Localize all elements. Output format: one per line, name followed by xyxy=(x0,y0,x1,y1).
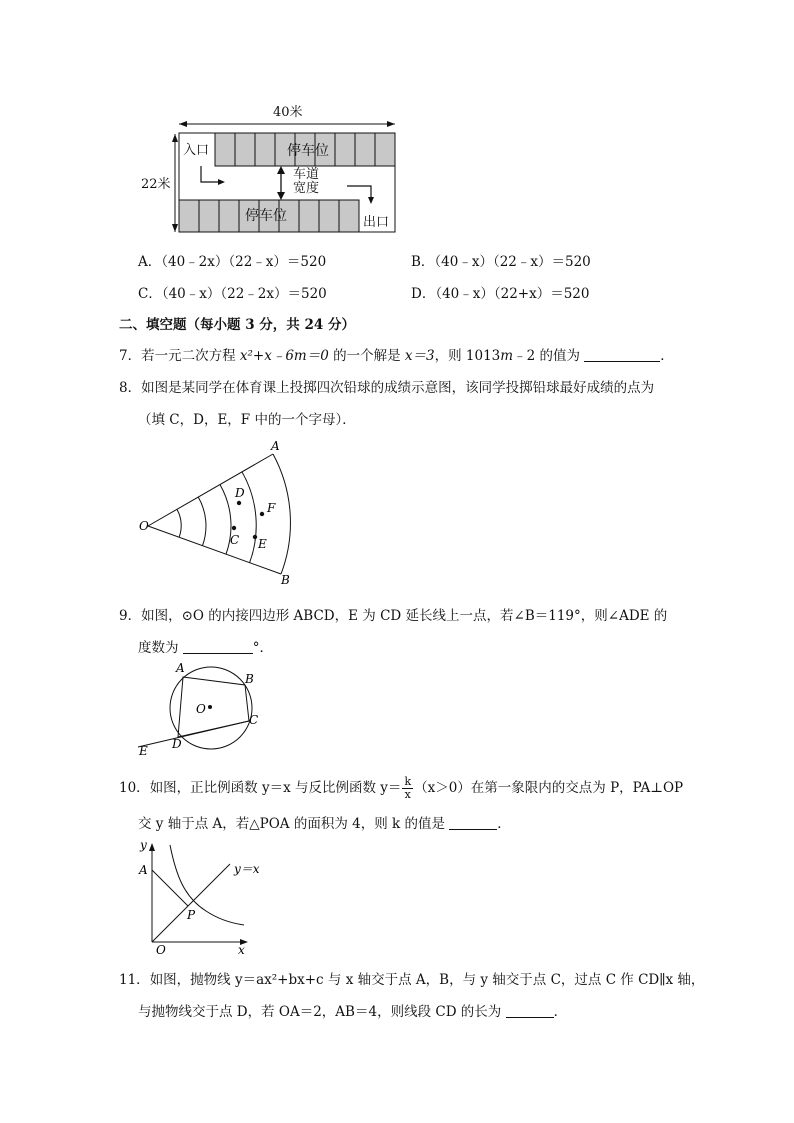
question-7 xyxy=(119,344,674,364)
q7-text: ﹣2 的值为 xyxy=(513,348,580,364)
label-d: D xyxy=(235,486,245,500)
point-c xyxy=(232,526,236,530)
label-e: E xyxy=(139,744,148,758)
question-number: 8． xyxy=(119,380,142,396)
answer-blank[interactable] xyxy=(183,639,253,654)
label-a: A xyxy=(139,863,148,877)
q11-text: 与抛物线交于点 D，若 OA＝2，AB＝4，则线段 CD 的长为 xyxy=(138,1004,502,1020)
q7-text: ，则 1013 xyxy=(434,348,501,364)
question-8-line2: （填 C，D，E，F 中的一个字母）． xyxy=(138,412,356,428)
point-f xyxy=(260,512,264,516)
height-label: 22米 xyxy=(141,177,171,192)
shotput-figure xyxy=(135,435,305,590)
question-10-line1 xyxy=(119,776,683,801)
answer-blank[interactable] xyxy=(449,815,497,830)
q7-variable: m xyxy=(500,348,514,364)
label-d: D xyxy=(172,737,182,751)
label-b: B xyxy=(281,573,290,587)
label-o: O xyxy=(139,519,149,533)
q10-text: （x＞0）在第一象限内的交点为 P，PA⊥OP xyxy=(414,780,684,796)
q10-text: 交 y 轴于点 A，若△POA 的面积为 4，则 k 的值是 xyxy=(138,816,445,832)
label-a: A xyxy=(271,439,280,453)
label-o: O xyxy=(156,943,166,955)
q10-end: ． xyxy=(497,816,511,832)
entrance-label: 入口 xyxy=(183,143,210,158)
answer-blank[interactable] xyxy=(584,347,660,362)
q7-solution: x＝3 xyxy=(404,348,435,364)
circle-figure xyxy=(130,655,280,760)
q9-end: °． xyxy=(252,640,274,656)
q7-text: 若一元二次方程 xyxy=(141,348,240,364)
answer-blank[interactable] xyxy=(506,1003,554,1018)
q8-text: 如图是某同学在体育课上投掷四次铅球的成绩示意图，该同学投掷铅球最好成绩的点为 xyxy=(141,380,655,396)
fraction-numerator: k xyxy=(404,775,412,788)
question-11-line2 xyxy=(138,1000,567,1020)
q11-text: 如图，抛物线 y＝ax²+bx+c 与 x 轴交于点 A，B，与 y 轴交于点 C，过点 C 作 CD∥x 轴， xyxy=(149,972,705,988)
parking-figure xyxy=(135,100,405,240)
q9-text: 如图，⊙O 的内接四边形 ABCD，E 为 CD 延长线上一点，若∠B＝119°，则∠ADE 的 xyxy=(141,608,668,624)
question-9-line1 xyxy=(119,604,667,624)
label-e: E xyxy=(258,537,267,551)
question-number: 10． xyxy=(119,780,150,796)
question-number: 7． xyxy=(119,348,142,364)
line-label: y＝x xyxy=(234,862,260,876)
function-graph xyxy=(132,835,272,955)
question-8-line1 xyxy=(119,376,654,396)
parking-bottom-label: 停车位 xyxy=(245,208,287,224)
width-label: 40米 xyxy=(273,105,303,120)
label-c: C xyxy=(230,533,240,547)
fraction-denominator: x xyxy=(404,788,411,801)
q10-text: 如图，正比例函数 y＝x 与反比例函数 y＝ xyxy=(149,780,402,796)
option-a: A．（40﹣2x）（22﹣x）＝520 xyxy=(138,254,327,270)
exit-label: 出口 xyxy=(363,215,390,230)
label-c: C xyxy=(249,713,259,727)
question-10-line2 xyxy=(138,812,511,832)
point-e xyxy=(253,535,257,539)
lane-width-label: 宽度 xyxy=(293,181,320,196)
q7-text: 的一个解是 xyxy=(328,348,405,364)
question-9-line2 xyxy=(138,636,273,656)
parking-top-label: 停车位 xyxy=(287,143,329,159)
q9-text: 度数为 xyxy=(138,640,179,656)
y-axis-label: y xyxy=(140,838,147,852)
point-d xyxy=(237,501,241,505)
q7-equation: x²+x﹣6m＝0 xyxy=(239,348,329,364)
label-b: B xyxy=(245,672,254,686)
q7-end: ． xyxy=(660,348,674,364)
label-f: F xyxy=(267,501,276,515)
x-axis-label: x xyxy=(238,943,245,955)
question-number: 9． xyxy=(119,608,142,624)
question-11-line1 xyxy=(119,968,704,988)
option-c: C．（40﹣x）（22﹣2x）＝520 xyxy=(138,286,327,302)
lane-label: 车道 xyxy=(293,167,320,182)
option-d: D．（40﹣x）（22+x）＝520 xyxy=(411,286,590,302)
question-number: 11． xyxy=(119,972,150,988)
q11-end: ． xyxy=(553,1004,568,1020)
fraction-k-over-x xyxy=(402,776,413,801)
label-o: O xyxy=(196,702,206,716)
option-b: B．（40﹣x）（22﹣x）＝520 xyxy=(411,254,591,270)
section-title: 二、填空题（每小题 3 分，共 24 分） xyxy=(119,317,355,333)
label-a: A xyxy=(176,661,185,675)
label-p: P xyxy=(187,908,196,922)
